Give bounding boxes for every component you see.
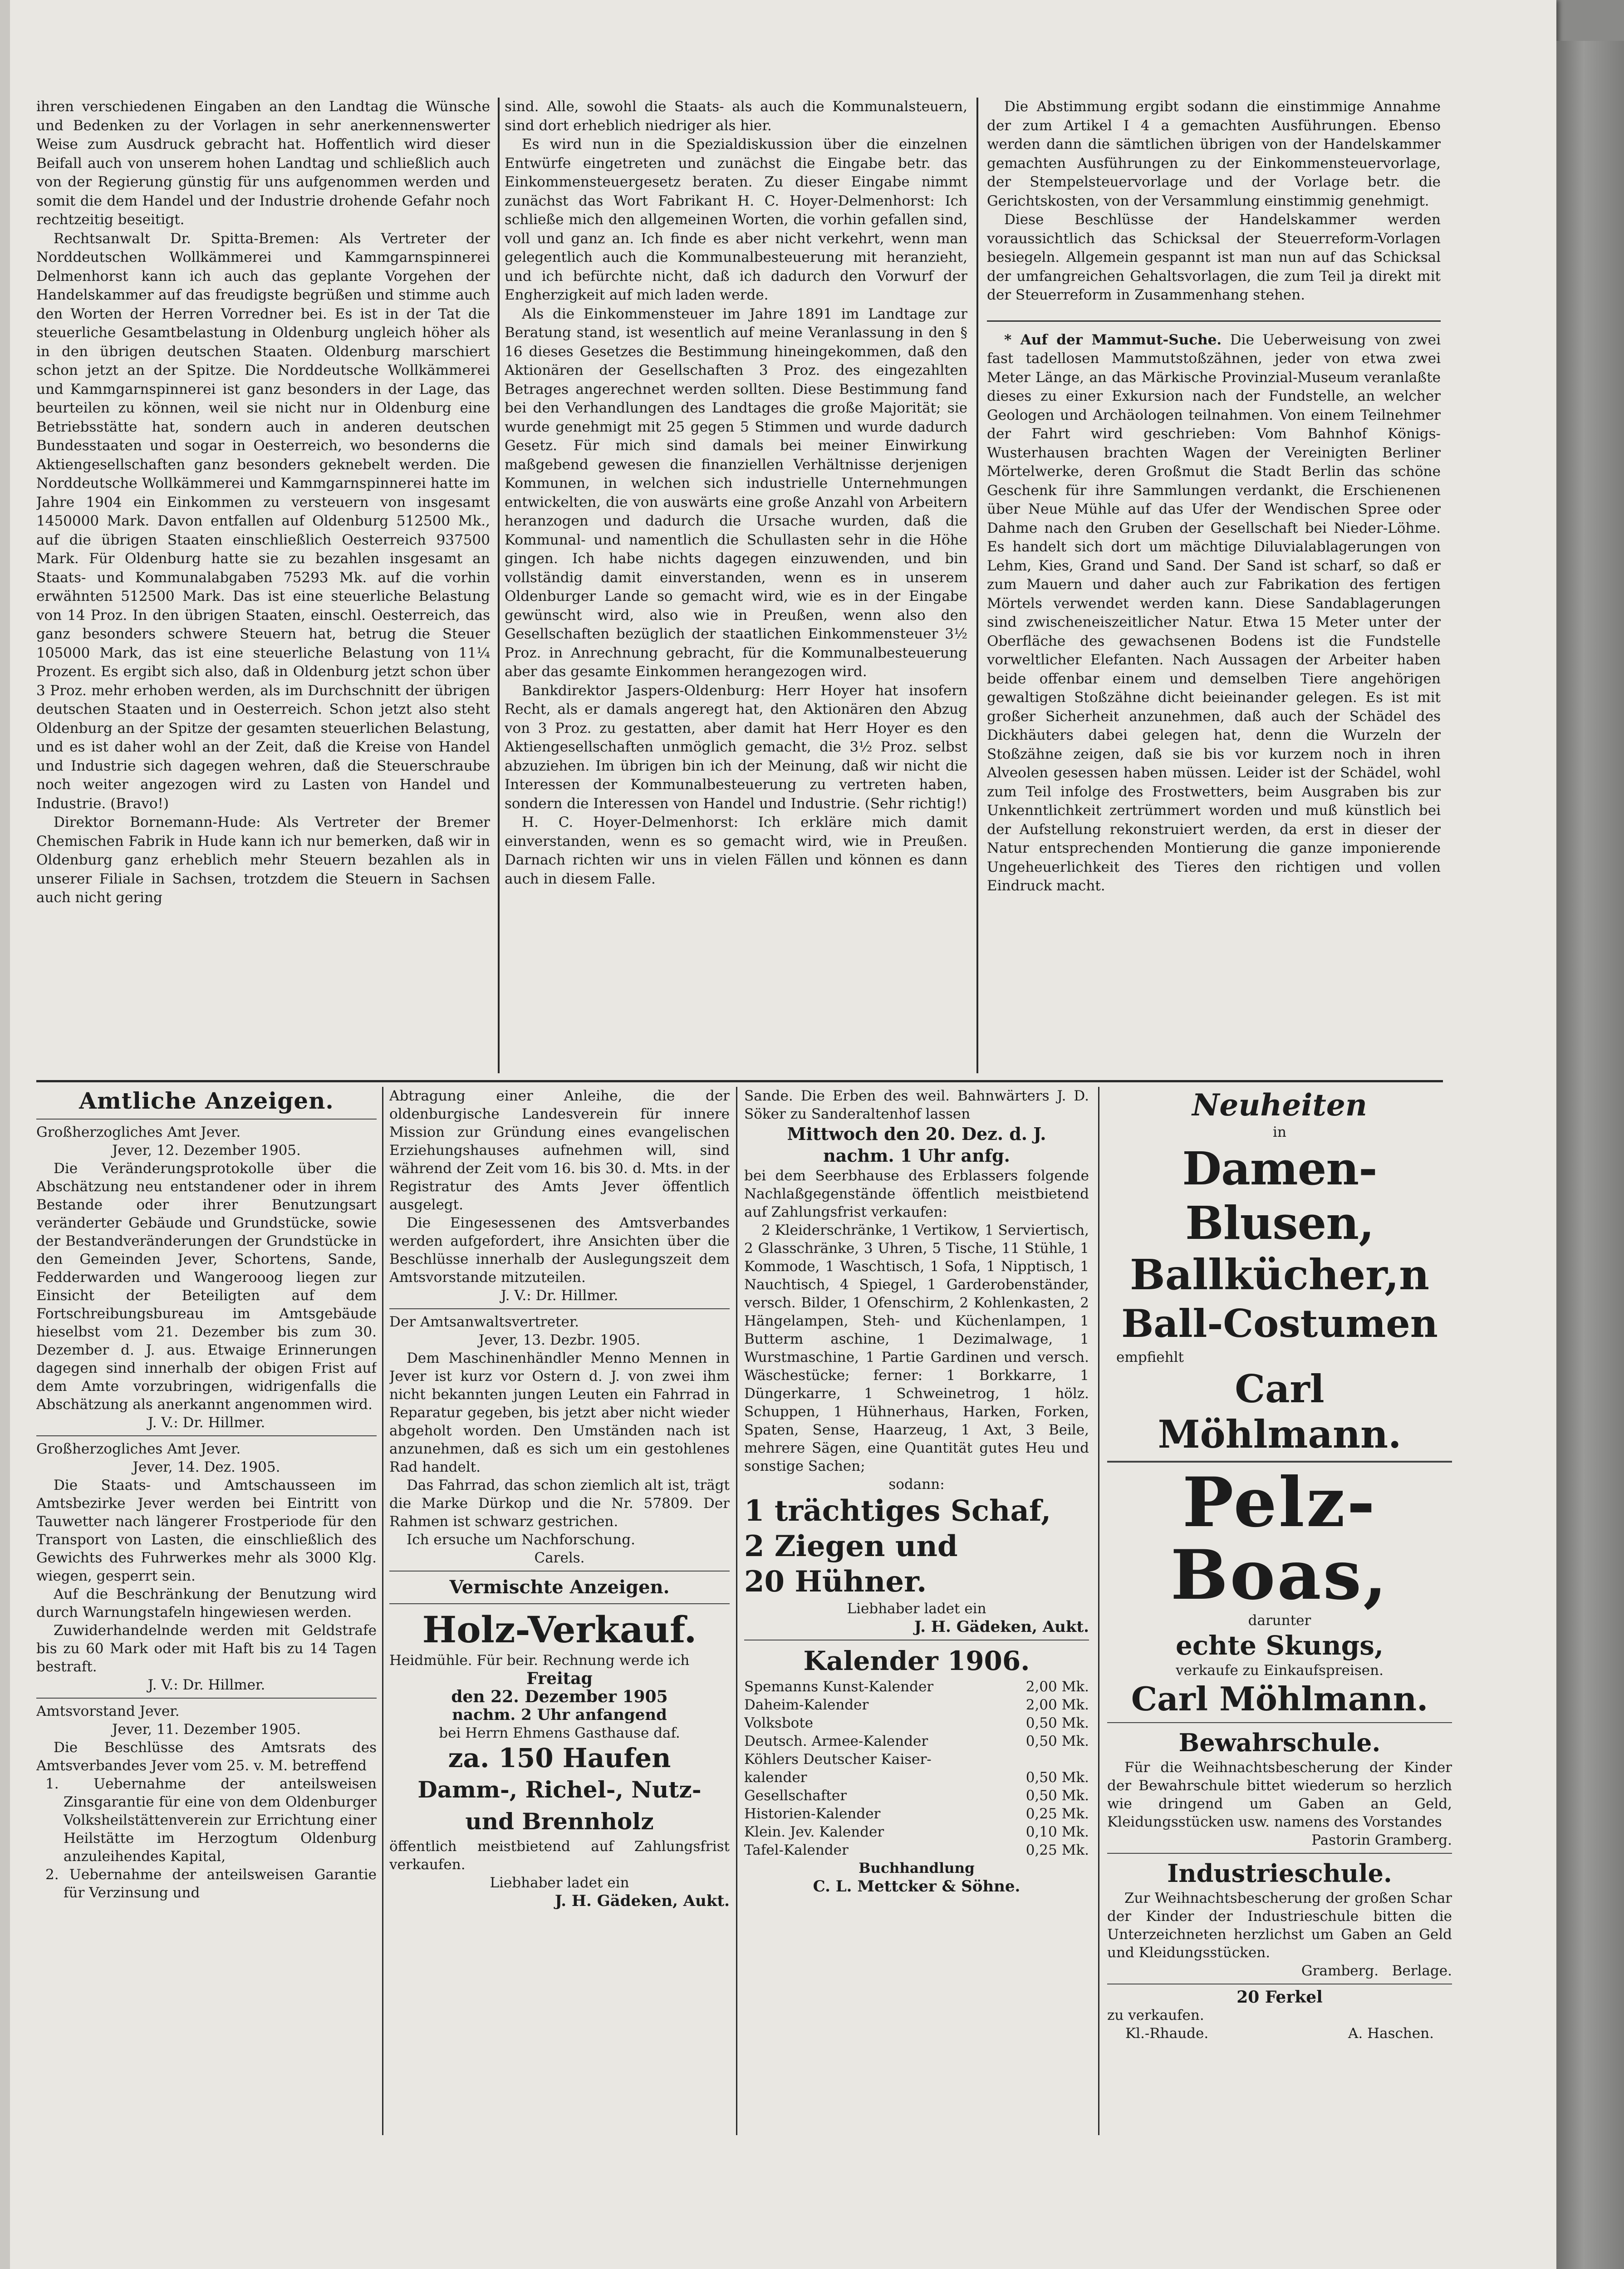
ferkel-place: Kl.-Rhaude. [1125,2025,1209,2042]
sande-sodann: sodann: [888,1476,945,1493]
article-column-2 [505,98,967,1073]
col3-separator [987,320,1441,322]
neuheiten-item-2: Ballkücher,n [1129,1250,1430,1299]
kalender-title: Köhlers Deutscher Kaiser- [744,1751,932,1768]
notice-1-text: Die Veränderungsprotokolle über die Abschätzung neu entstandener oder in ihrem Bestande oder ihrer Benutzungsart veränderter Gebäude und Grundstücke, sowie der Bestandveränderungen der Grundstücke in den Gemeinden Jever, Schortens, Sande, Fedderwarden und Wangerooog liegen zur Einsicht der Beteiligten auf dem Fortschreibungsbureau im Amtsgebäude hieselbst vom 21. Dezember bis zum 30. Dezember d. J. aus. Etwaige Erinnerungen dagegen sind innerhalb der obigen Frist auf dem Amte vorzubringen, widrigenfalls die Abschätzung als anerkannt angenommen wird. [36,1160,377,1413]
holz-text: Heidmühle. Für beir. Rechnung werde ich [389,1652,690,1669]
ads-rule-1 [382,1087,383,2135]
vermischte-anzeigen-heading: Vermischte Anzeigen. [449,1577,670,1598]
amtliche-anzeigen-heading: Amtliche Anzeigen. [79,1087,334,1114]
notice-2-head: Großherzogliches Amt Jever. [36,1441,241,1457]
kalender-title: Deutsch. Armee-Kalender [744,1733,928,1749]
sande-date-2: nachm. 1 Uhr anfg. [823,1145,1010,1166]
kalender-title: Volksbote [744,1715,814,1731]
notice-2-text-2: Auf die Beschränkung der Benutzung wird durch Warnungstafeln hingewiesen werden. [36,1586,377,1621]
pelz-skungs: echte Skungs, [1175,1630,1384,1661]
notice-3-item-1: 1. Uebernahme der anteilsweisen Zinsgarantie für eine von dem Oldenburger Volksheilstättenverein zur Errichtung einer Heilstätte im Herzogtum Oldenburg anzuleihendes Kapital, [45,1776,377,1865]
ads-rule-2 [736,1087,737,2135]
industrieschule-sig-1: Gramberg. [1301,1963,1379,1979]
notice-3-item-2: 2. Uebernahme der anteilsweisen Garantie für Verzinsung und [45,1866,377,1901]
divider [36,1698,377,1699]
ferkel-title: 20 Ferkel [1236,1988,1323,2007]
kalender-title: Spemanns Kunst-Kalender [744,1679,934,1695]
holz-quantity: za. 150 Haufen [448,1743,671,1773]
kalender-row [744,1696,1089,1714]
mammut-article [987,331,1441,896]
bewahrschule-title: Bewahrschule. [1178,1728,1381,1757]
kalender-table [744,1678,1089,1859]
pelz-boas-title: Pelz-Boas, [1170,1463,1389,1615]
kalender-row [744,1841,1089,1859]
bewahrschule-text: Für die Weihnachtsbescherung der Kinder der Bewahrschule bittet wiederum so herzlich wie dringend um Gaben an Geld, Kleidungsstücken usw. namens des Vorstandes [1107,1759,1452,1830]
notice-1-date: Jever, 12. Dezember 1905. [112,1142,301,1159]
notice-2-text-1: Die Staats- und Amtschausseen im Amtsbezirke Jever werden bei Eintritt von Tauwetter nach längerer Frostperiode für den Transport von Lasten, die einschließlich des Gewichts des Fuhrwerkes mehr als 3000 Klg. wiegen, gesperrt sein. [36,1477,377,1584]
col3-paragraph-1: Die Abstimmung ergibt sodann die einstimmige Annahme der zum Artikel I 4 a gemachten Ausführungen. Ebenso werden dann die sämtlichen übrigen von der Handelskammer gemachten Ausführungen zu der Einkommensteuervorlage, der Stempelsteuervorlage und der Vorlage betr. die Gerichtskosten, von der Versammlung einstimmig genehmigt. [987,98,1441,209]
ferkel-text: zu verkaufen. [1107,2007,1204,2023]
notice-3-text: Die Beschlüsse des Amtsrats des Amtsverbandes Jever vom 25. v. M. betreffend [36,1739,377,1774]
divider [389,1308,730,1309]
neuheiten-title: Neuheiten [1192,1087,1367,1123]
notice-3-head: Amtsvorstand Jever. [36,1703,180,1719]
holz-date: den 22. Dezember 1905 [451,1687,668,1706]
kalender-heading: Kalender 1906. [803,1645,1030,1676]
kalender-row [744,1750,1089,1768]
notice-5-head: Der Amtsanwaltsvertreter. [389,1314,579,1330]
divider [36,1119,377,1120]
pelz-darunter: darunter [1248,1612,1311,1629]
column-rule-2 [976,98,978,1073]
col2-paragraph-4: Bankdirektor Jaspers-Oldenburg: Herr Hoyer hat insofern Recht, als er damals angeregt hat, den Aktionären den Abzug von 3 Proz. zu gestatten, aber damit hat Herr Hoyer es den Aktiengesellschaften unmöglich gemacht, die 3½ Proz. selbst abzuziehen. Im übrigen bin ich der Meinung, daß wir nicht die Interessen der Kommunalbesteuerung zu vertreten haben, sondern die Interessen von Handel und Industrie. (Sehr richtig!) [505,682,967,812]
neuheiten-in: in [1273,1124,1286,1140]
kalender-row [744,1732,1089,1750]
ferkel-signature: A. Haschen. [1348,2025,1434,2042]
ads-top-rule [36,1080,1443,1082]
neuheiten-item-3: Ball-Costumen [1121,1301,1438,1346]
mammut-text: Die Ueberweisung von zwei fast tadellosen Mammutstoßzähnen, jeder von etwa zwei Meter Länge, an das Märkische Provinzial-Museum veranlaßte dieses zu einer Exkursion nach der Fundstelle, an welcher Geologen und Archäologen teilnahmen. Von einem Teilnehmer der Fahrt wird geschrieben: Vom Bahnhof Königs-Wusterhausen brachten Wagen der Vereinigten Berliner Mörtelwerke, deren Großmut die Stadt Berlin das schöne Geschenk für ihre Sammlungen verdankt, die Erschienenen über Neue Mühle auf das Ufer der Wendischen Spree oder Dahme nach den Gruben der Gesellschaft bei Nieder-Löhme. Es handelt sich dort um mächtige Diluvialablagerungen von Lehm, Kies, Grand und Sand. Der Sand ist scharf, so daß er zum Mauern und daher auch zur Fabrikation des fertigen Mörtels verwendet werden kann. Diese Sandablagerungen sind zwischeneiszeitlicher Natur. Etwa 15 Meter unter der Oberfläche des gewachsenen Bodens ist die Fundstelle vorweltlicher Elefanten. Nach Aussagen der Arbeiter haben beide offenbar einem und demselben Tiere angehörigen gewaltigen Stoßzähne dicht beieinander gelegen. Es ist mit großer Sicherheit anzunehmen, daß auch der Schädel des Dickhäuters dabei gelegen hat, denn die Wurzeln der Stoßzähne zeigen, daß sie bis vor kurzem noch in ihren Alveolen gesessen haben müssen. Leider ist der Schädel, wohl zum Teil infolge des Frostwetters, beim Ausgraben bis zur Unkenntlichkeit zertrümmert worden und muß künstlich bei der Aufstellung rekonstruiert werden, da erst in dieser der Natur entsprechenden Montierung die ganze imponierende Ungeheuerlichkeit des Tieres den richtigen und vollen Eindruck macht. [987,331,1441,894]
neuheiten-signature: Carl Möhlmann. [1158,1366,1402,1457]
notice-4-text-2: Die Eingesessenen des Amtsverbandes werden aufgefordert, ihre Ansichten über die Beschlüsse innerhalb der Auslegungszeit dem Amtsvorstande mitzuteilen. [389,1215,730,1286]
notice-5-date: Jever, 13. Dezbr. 1905. [478,1332,641,1348]
ads-rule-3 [1098,1087,1099,2135]
notice-2-text-3: Zuwiderhandelnde werden mit Geldstrafe bis zu 60 Mark oder mit Haft bis zu 14 Tagen bestraft. [36,1622,377,1675]
holz-invitation: Liebhaber ladet ein [490,1875,629,1891]
kalender-title: kalender [744,1769,807,1786]
holz-day: Freitag [526,1669,593,1688]
ads-column-2 [389,1087,730,2140]
col3-paragraph-2: Diese Beschlüsse der Handelskammer werden voraussichtlich das Schicksal der Steuerreform-Vorlagen besiegeln. Allgemein gespannt ist man nun auf das Schicksal der umfangreichen Gehaltsvorlagen, die zum Teil ja direkt mit der Steuerreform in Zusammenhang stehen. [987,211,1441,303]
notice-2-signature: J. V.: Dr. Hillmer. [147,1677,265,1693]
divider [36,1435,377,1436]
mammut-title: * Auf der Mammut-Suche. [1004,331,1222,348]
kalender-signature-1: Buchhandlung [859,1860,975,1876]
divider [389,1603,730,1604]
holz-signature: J. H. Gädeken, Aukt. [554,1892,730,1910]
ads-column-4 [1107,1087,1452,2140]
holz-verkauf-title: Holz-Verkauf. [422,1608,697,1651]
notice-3-date: Jever, 11. Dezember 1905. [112,1721,301,1738]
kalender-price: 0,50 Mk. [1025,1788,1089,1804]
notice-5-text: Dem Maschinenhändler Menno Mennen in Jever ist kurz vor Ostern d. J. von zwei ihm nicht bekannten jungen Leuten ein Fahrrad in Reparatur gegeben, bis jetzt aber nicht wieder abgeholt worden. Den Umständen nach ist anzunehmen, daß es sich um ein gestohlenes Rad handelt. [389,1350,730,1475]
kalender-price: 0,50 Mk. [1025,1769,1089,1786]
neuheiten-item-1: Damen-Blusen, [1182,1142,1377,1250]
kalender-row [744,1714,1089,1732]
kalender-price: 0,50 Mk. [1025,1733,1089,1749]
bewahrschule-signature: Pastorin Gramberg. [1311,1832,1452,1848]
kalender-price [1003,1750,1089,1768]
sande-text-2: bei dem Seerbhause des Erblassers folgende Nachlaßgegenstände öffentlich meistbietend auf Zahlungsfrist verkaufen: [744,1168,1089,1220]
kalender-row [744,1678,1089,1696]
holz-kind-1: Damm-, Richel-, Nutz- [417,1776,702,1803]
holz-terms: öffentlich meistbietend auf Zahlungsfrist verkaufen. [389,1838,730,1873]
divider [389,1571,730,1572]
kalender-row [744,1823,1089,1841]
divider [1107,1853,1452,1854]
holz-kind-2: und Brennholz [465,1808,654,1835]
sande-big-1: 1 trächtiges Schaf, [744,1494,1051,1528]
article-column-3 [987,98,1441,1073]
notice-2-date: Jever, 14. Dez. 1905. [132,1459,280,1475]
notice-5-text-3: Ich ersuche um Nachforschung. [407,1532,635,1548]
divider [1107,1722,1452,1723]
kalender-price: 0,25 Mk. [1025,1806,1089,1822]
kalender-title: Klein. Jev. Kalender [744,1824,884,1840]
book-edge [1556,41,1624,2269]
pelz-signature: Carl Möhlmann. [1131,1680,1428,1718]
ads-column-1 [36,1087,377,2140]
sande-invitation: Liebhaber ladet ein [847,1601,986,1617]
industrieschule-title: Industrieschule. [1167,1859,1392,1888]
article-column-1 [36,98,490,1073]
kalender-row [744,1768,1089,1787]
col2-paragraph-5: H. C. Hoyer-Delmenhorst: Ich erkläre mich damit einverstanden, wenn es so gemacht wird, wie in Preußen. Darnach richten wir uns in vielen Fällen und können es dann auch in diesem Falle. [505,814,967,887]
neuheiten-empfiehlt: empfiehlt [1116,1349,1184,1365]
notice-4-signature: J. V.: Dr. Hillmer. [500,1287,618,1304]
col1-paragraph-3: Direktor Bornemann-Hude: Als Vertreter der Bremer Chemischen Fabrik in Hude kann ich nur bemerken, daß wir in Oldenburg ganz erheblich mehr Steuern bezahlen als in unserer Filiale in Sachsen, trotzdem die Steuern in Sachsen auch nicht gering [36,814,490,906]
holz-time: nachm. 2 Uhr anfangend [452,1706,667,1724]
kalender-price: 0,10 Mk. [1025,1824,1089,1840]
kalender-title: Daheim-Kalender [744,1697,869,1713]
col1-paragraph-2: Rechtsanwalt Dr. Spitta-Bremen: Als Vertreter der Norddeutschen Wollkämmerei und Kammgarnspinnerei Delmenhorst kann ich auch das geplante Vorgehen der Handelskammer auf das freudigste begrüßen und stimme auch den Worten der Herren Vorredner bei. Es ist in der Tat die steuerliche Gesamtbelastung in Oldenburg ungleich höher als in den übrigen deutschen Staaten. Oldenburg marschiert schon jetzt an der Spitze. Die Norddeutsche Wollkämmerei und Kammgarnspinnerei ist ganz besonders in der Lage, das beurteilen zu können, weil sie nicht nur in Oldenburg eine Betriebsstätte hat, sondern auch in anderen deutschen Bundesstaaten und sogar in Oesterreich, wo besonderns die Aktiengesellschaften ganz besonders geknebelt werden. Die Norddeutsche Wollkämmerei und Kammgarnspinnerei hatte im Jahre 1904 ein Einkommen zu versteuern von insgesamt 1450000 Mark. Davon entfallen auf Oldenburg 512500 Mk., auf die übrigen Staaten einschließlich Oesterreich 937500 Mark. Für Oldenburg hatte sie zu bezahlen insgesamt an Staats- und Kommunalabgaben 75293 Mk. auf die vorhin erwähnten 512500 Mark. Das ist eine steuerliche Belastung von 14 Proz. In den übrigen Staaten, einschl. Oesterreich, das ganz besonders schwere Steuern hat, betrug die Steuer 105000 Mark, das ist eine steuerliche Belastung von 11¼ Prozent. Es ergibt sich also, daß in Oldenburg jetzt schon über 3 Proz. mehr erhoben werden, als im Durchschnitt der übrigen deutschen Staaten und in Oesterreich. Schon jetzt also steht Oldenburg an der Spitze der gesamten steuerlichen Belastung, und es ist daher wohl an der Zeit, daß die Kreise von Handel und Industrie sich dagegen wehren, daß die Steuerschraube noch weiter angezogen wird zu Lasten von Handel und Industrie. (Bravo!) [36,230,490,812]
column-rule-1 [498,98,500,1073]
kalender-signature-2: C. L. Mettcker & Söhne. [813,1877,1021,1896]
col2-paragraph-2: Es wird nun in die Spezialdiskussion über die einzelnen Entwürfe eingetreten und zunächst die Eingabe betr. das Einkommensteuergesetz beraten. Zu dieser Eingabe nimmt zunächst das Wort Fabrikant H. C. Hoyer-Delmenhorst: Ich schließe mich den allgemeinen Worten, die vorhin gefallen sind, voll und ganz an. Ich finde es aber nicht verkehrt, wenn man gelegentlich auch die Kommunalbesteuerung mit heranzieht, und ich befürchte nicht, daß ich dadurch den Vorwurf der Engherzigkeit auf mich laden werde. [505,136,967,303]
kalender-title: Historien-Kalender [744,1806,881,1822]
sande-signature: J. H. Gädeken, Aukt. [914,1618,1089,1636]
sande-big-2: 2 Ziegen und [744,1529,958,1563]
kalender-price: 2,00 Mk. [1025,1679,1089,1695]
notice-5-text-2: Das Fahrrad, das schon ziemlich alt ist, trägt die Marke Dürkop und die Nr. 57809. Der Rahmen ist schwarz gestrichen. [389,1477,730,1530]
kalender-price: 0,50 Mk. [1025,1715,1089,1731]
col2-paragraph-1: sind. Alle, sowohl die Staats- als auch die Kommunalsteuern, sind dort erheblich niedriger als hier. [505,98,967,134]
pelz-text: verkaufe zu Einkaufspreisen. [1176,1662,1384,1679]
notice-1-signature: J. V.: Dr. Hillmer. [147,1414,265,1431]
sande-big-3: 20 Hühner. [744,1565,927,1599]
notice-1-head: Großherzogliches Amt Jever. [36,1124,241,1140]
holz-place: bei Herrn Ehmens Gasthause daf. [439,1725,680,1741]
notice-4-text: Abtragung einer Anleihe, die der oldenburgische Landesverein für innere Mission zur Gründung eines evangelischen Erziehungshauses aufnehmen will, sind während der Zeit vom 16. bis 30. d. Mts. in der Registratur des Amts Jever öffentlich ausgelegt. [389,1088,730,1213]
kalender-price: 0,25 Mk. [1025,1842,1089,1858]
ferkel-footer [1107,2024,1452,2043]
notice-5-signature: Carels. [534,1550,585,1566]
col1-paragraph-1: ihren verschiedenen Eingaben an den Landtag die Wünsche und Bedenken zu der Vorlagen in sehr anerkennenswerter Weise zum Ausdruck gebracht hat. Hoffentlich wird dieser Beifall auch von unserem hohen Landtag und schließlich auch von der Regierung günstig für uns aufgenommen werden und somit die dem Handel und der Industrie drohende Gefahr noch rechtzeitig beseitigt. [36,98,490,228]
kalender-row [744,1787,1089,1805]
kalender-row [744,1805,1089,1823]
col2-paragraph-3: Als die Einkommensteuer im Jahre 1891 im Landtage zur Beratung stand, ist wesentlich auf meine Veranlassung in den § 16 dieses Gesetzes die Bestimmung hineingekommen, daß den Aktionären der Gesellschaften 3 Proz. des eingezahlten Betrages angerechnet werden sollten. Diese Bestimmung fand bei den Verhandlungen des Landtages die große Majorität; sie wurde genehmigt mit 25 gegen 5 Stimmen und wurde dadurch Gesetz. Für mich sind damals bei meiner Einwirkung maßgebend gewesen die finanziellen Verhältnisse derjenigen Kommunen, in welchen sich industrielle Unternehmungen entwickelten, die von auswärts eine große Anzahl von Arbeitern heranzogen und dadurch die Ursache wurden, daß die Kommunal- und namentlich die Schullasten sehr in die Höhe gingen. Ich habe nichts dagegen einzuwenden, und bin vollständig damit einverstanden, wenn es in unserem Oldenburger Lande so gemacht wird, wie es in der Eingabe gewünscht wird, also wie in Preußen, wenn also den Gesellschaften bezüglich der staatlichen Einkommensteuer 3½ Proz. in Anrechnung gebracht, für die Kommunalbesteuerung aber das gesamte Einkommen herangezogen wird. [505,305,967,680]
industrieschule-signature [1107,1962,1452,1980]
ads-column-3 [744,1087,1089,2140]
kalender-title: Tafel-Kalender [744,1842,849,1858]
sande-date-1: Mittwoch den 20. Dez. d. J. [787,1124,1046,1144]
sande-list: 2 Kleiderschränke, 1 Vertikow, 1 Serviertisch, 2 Glasschränke, 3 Uhren, 5 Tische, 11 Stühle, 1 Kommode, 1 Waschtisch, 1 Sofa, 1 Nipptisch, 1 Nauchtisch, 4 Spiegel, 1 Garderobenständer, versch. Bilder, 1 Ofenschirm, 2 Kohlenkasten, 2 Hängelampen, Steh- und Küchenlampen, 1 Butterm aschine, 1 Dezimalwage, 1 Wurstmaschine, 1 Partie Gardinen und versch. Wäschestücke; ferner: 1 Borkkarre, 1 Düngerkarre, 1 Schweinetrog, 1 hölz. Schuppen, 1 Hühnerhaus, Harken, Forken, Spaten, Sense, Haarzeug, 1 Axt, 3 Beile, mehrere Sägen, eine Quantität gutes Heu und sonstige Sachen; [744,1222,1089,1474]
industrieschule-text: Zur Weihnachtsbescherung der großen Schar der Kinder der Industrieschule bitten die Unterzeichneten herzlichst um Gaben an Geld und Kleidungsstücken. [1107,1890,1452,1961]
kalender-price: 2,00 Mk. [1025,1697,1089,1713]
sande-text: Sande. Die Erben des weil. Bahnwärters J. D. Söker zu Sanderaltenhof lassen [744,1088,1089,1122]
industrieschule-sig-2: Berlage. [1392,1963,1452,1979]
kalender-title: Gesellschafter [744,1788,847,1804]
